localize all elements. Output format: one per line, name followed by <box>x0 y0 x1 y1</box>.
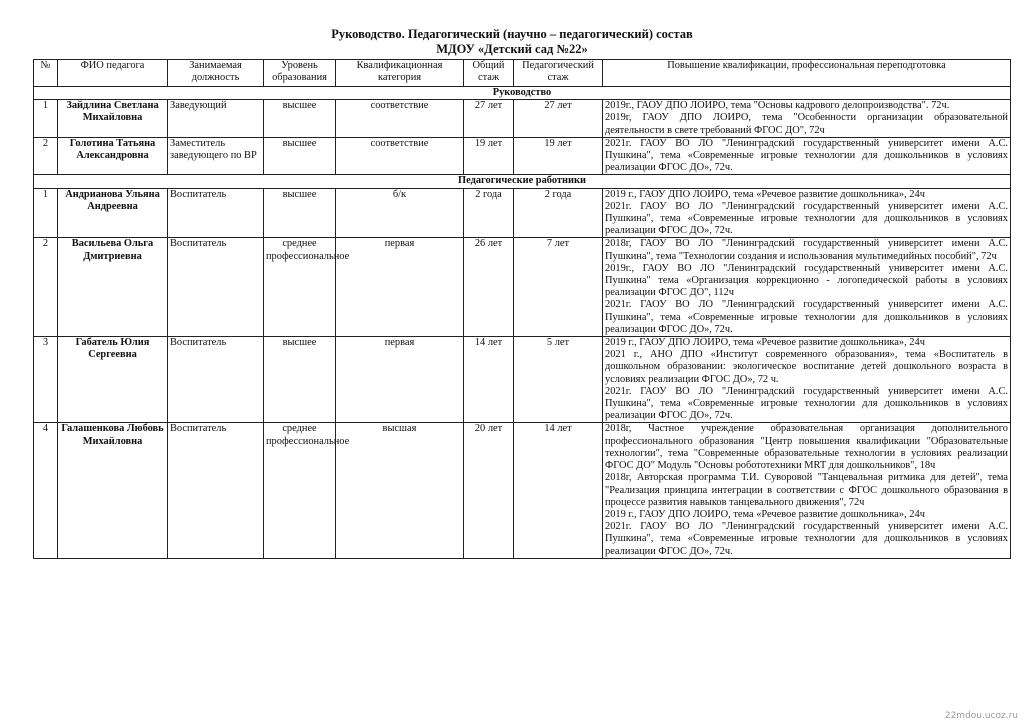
row-num: 2 <box>34 238 58 337</box>
row-education: высшее <box>264 188 336 238</box>
col-header-position: Занимаемая должность <box>168 60 264 87</box>
row-category: соответствие <box>336 100 464 138</box>
section-title: Руководство <box>34 87 1011 100</box>
row-ped: 2 года <box>514 188 603 238</box>
staff-table <box>33 59 1011 559</box>
row-qual <box>603 100 1011 138</box>
table-row <box>34 238 1011 337</box>
row-qual <box>603 137 1011 175</box>
row-education: высшее <box>264 337 336 423</box>
page-title: Руководство. Педагогический (научно – педагогический) состав <box>331 27 693 41</box>
row-num: 1 <box>34 100 58 138</box>
row-ped: 5 лет <box>514 337 603 423</box>
row-position: Воспитатель <box>168 423 264 558</box>
qual-entry: 2021г. ГАОУ ВО ЛО "Ленинградский государственный университет имени А.С. Пушкина", тема «Современные игровые технологии для дошкольников в условиях реализации ФГОС ДО», 72ч. <box>605 521 1008 557</box>
qual-entry: 2018г, Частное учреждение образовательная организация дополнительного профессионального образования "Центр повышения квалификации "Образовательные технологии", тема "Современные образовательные технологии в условиях реализации ФГОС ДО" Модуль "Основы робототехники MRT для дошкольников", 18ч <box>605 423 1008 472</box>
row-total: 27 лет <box>464 100 514 138</box>
row-qual <box>603 188 1011 238</box>
row-total: 19 лет <box>464 137 514 175</box>
row-category: высшая <box>336 423 464 558</box>
qual-entry: 2019г, ГАОУ ДПО ЛОИРО, тема "Особенности организации образовательной деятельности в свете требований ФГОС ДО", 72ч <box>605 112 1008 136</box>
qual-entry: 2019г., ГАОУ ДПО ЛОИРО, тема "Основы кадрового делопроизводства". 72ч. <box>605 100 950 112</box>
row-ped: 14 лет <box>514 423 603 558</box>
row-num: 3 <box>34 337 58 423</box>
col-header-education: Уровень образования <box>264 60 336 87</box>
qual-entry: 2018г, ГАОУ ВО ЛО "Ленинградский государственный университет имени А.С. Пушкина", тема "Технологии создания и использования мультимедийных пособий", 72ч <box>605 238 1008 262</box>
row-category: первая <box>336 238 464 337</box>
table-row <box>34 137 1011 175</box>
section-row <box>34 175 1011 188</box>
col-header-qual: Повышение квалификации, профессиональная переподготовка <box>603 60 1011 87</box>
section-row <box>34 87 1011 100</box>
col-header-num: № <box>34 60 58 87</box>
row-name: Зайдлина Светлана Михайловна <box>58 100 168 138</box>
row-position: Воспитатель <box>168 337 264 423</box>
row-category: соответствие <box>336 137 464 175</box>
row-total: 20 лет <box>464 423 514 558</box>
col-header-total: Общий стаж <box>464 60 514 87</box>
qual-entry: 2019 г., ГАОУ ДПО ЛОИРО, тема «Речевое развитие дошкольника», 24ч <box>605 337 925 349</box>
row-qual <box>603 337 1011 423</box>
row-qual <box>603 423 1011 558</box>
row-name: Андрианова Ульяна Андреевна <box>58 188 168 238</box>
page-subtitle: МДОУ «Детский сад №22» <box>436 42 588 56</box>
row-num: 4 <box>34 423 58 558</box>
row-total: 26 лет <box>464 238 514 337</box>
row-education: среднее профессиональное <box>264 423 336 558</box>
row-category: б/к <box>336 188 464 238</box>
row-education: среднее профессиональное <box>264 238 336 337</box>
row-name: Васильева Ольга Дмитриевна <box>58 238 168 337</box>
row-position: Воспитатель <box>168 238 264 337</box>
table-row <box>34 423 1011 558</box>
row-num: 1 <box>34 188 58 238</box>
table-row <box>34 337 1011 423</box>
qual-entry: 2021 г., АНО ДПО «Институт современного образования», тема «Воспитатель в дошкольном образовании: экологическое воспитание детей дошкольного возраста в условиях реализации ФГОС ДО», 72 ч. <box>605 349 1008 385</box>
col-header-name: ФИО педагога <box>58 60 168 87</box>
row-total: 14 лет <box>464 337 514 423</box>
row-position: Воспитатель <box>168 188 264 238</box>
row-qual <box>603 238 1011 337</box>
table-header-row <box>34 60 1011 87</box>
row-position: Заведующий <box>168 100 264 138</box>
row-ped: 27 лет <box>514 100 603 138</box>
watermark: 22mdou.ucoz.ru <box>944 711 1018 721</box>
row-education: высшее <box>264 137 336 175</box>
row-ped: 19 лет <box>514 137 603 175</box>
qual-entry: 2019 г., ГАОУ ДПО ЛОИРО, тема «Речевое развитие дошкольника», 24ч <box>605 188 925 200</box>
table-row <box>34 100 1011 138</box>
col-header-ped: Педагогический стаж <box>514 60 603 87</box>
row-ped: 7 лет <box>514 238 603 337</box>
col-header-category: Квалификационная категория <box>336 60 464 87</box>
qual-entry: 2021г. ГАОУ ВО ЛО "Ленинградский государственный университет имени А.С. Пушкина", тема «Современные игровые технологии для дошкольников в условиях реализации ФГОС ДО», 72ч. <box>605 299 1008 335</box>
qual-entry: 2021г. ГАОУ ВО ЛО "Ленинградский государственный университет имени А.С. Пушкина", тема «Современные игровые технологии для дошкольников в условиях реализации ФГОС ДО», 72ч. <box>605 137 1008 174</box>
row-num: 2 <box>34 137 58 175</box>
qual-entry: 2018г, Авторская программа Т.И. Суворовой "Танцевальная ритмика для детей", тема "Реализация принципа интеграции в соответствии с ФГОС дошкольного образования в процессе развития навыков танцевального движения", 72ч <box>605 472 1008 508</box>
section-title: Педагогические работники <box>34 175 1011 188</box>
row-name: Голотина Татьяна Александровна <box>58 137 168 175</box>
row-category: первая <box>336 337 464 423</box>
qual-entry: 2019 г., ГАОУ ДПО ЛОИРО, тема «Речевое развитие дошкольника», 24ч <box>605 508 925 520</box>
row-name: Галашенкова Любовь Михайловна <box>58 423 168 558</box>
row-total: 2 года <box>464 188 514 238</box>
qual-entry: 2021г. ГАОУ ВО ЛО "Ленинградский государственный университет имени А.С. Пушкина", тема «Современные игровые технологии для дошкольников в условиях реализации ФГОС ДО», 72ч. <box>605 200 1008 237</box>
row-name: Габатель Юлия Сергеевна <box>58 337 168 423</box>
qual-entry: 2021г. ГАОУ ВО ЛО "Ленинградский государственный университет имени А.С. Пушкина", тема «Современные игровые технологии для дошкольников в условиях реализации ФГОС ДО», 72ч. <box>605 385 1008 422</box>
table-row <box>34 188 1011 238</box>
qual-entry: 2019г., ГАОУ ВО ЛО "Ленинградский государственный университет имени А.С. Пушкина" тема «Организация коррекционно - логопедической работы в условиях реализации ФГОС ДО", 112ч <box>605 262 1008 299</box>
row-position: Заместитель заведующего по ВР <box>168 137 264 175</box>
row-education: высшее <box>264 100 336 138</box>
